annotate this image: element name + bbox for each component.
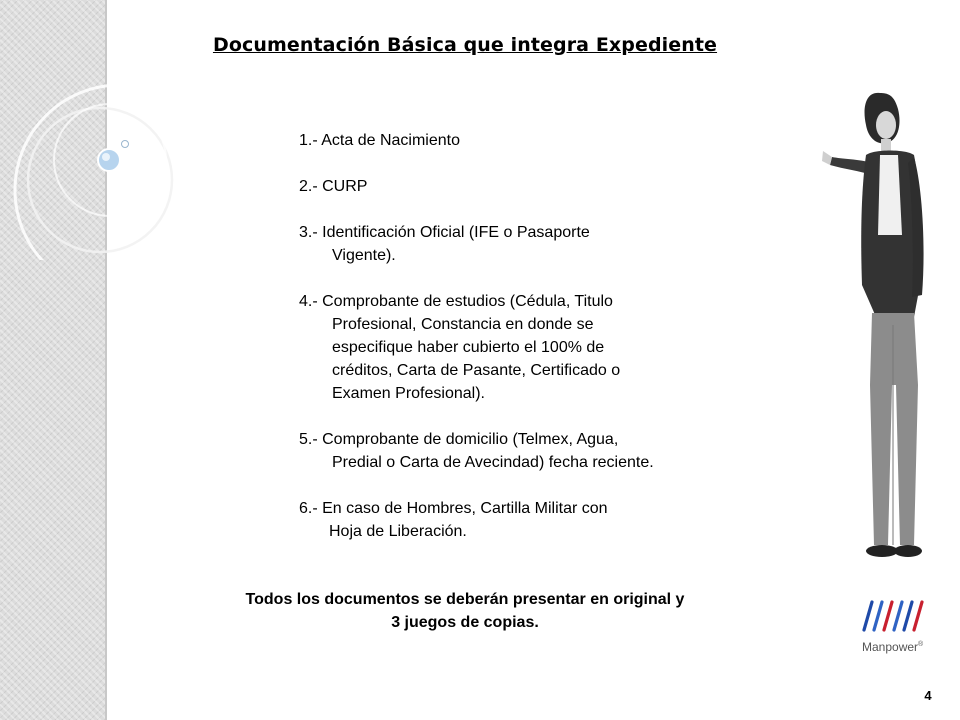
logo-stripe: [864, 602, 872, 630]
note-line: Todos los documentos se deberán presentar en original y: [245, 591, 685, 608]
list-item-line: créditos, Carta de Pasante, Certificado o: [332, 362, 621, 379]
logo-stripe: [914, 602, 922, 630]
document-list: [299, 129, 769, 566]
list-item-line: Predial o Carta de Avecindad) fecha reciente.: [332, 454, 654, 471]
list-item-line: 1.- Acta de Nacimiento: [299, 132, 460, 149]
manpower-logo: [858, 596, 938, 654]
presenter-woman-figure-icon: [818, 85, 943, 570]
list-item-identificacion: [299, 221, 769, 267]
trademark-symbol: ®: [918, 641, 924, 648]
page-number: 4: [924, 688, 932, 703]
manpower-logo-icon: [858, 596, 928, 636]
list-item-line: especifique haber cubierto el 100% de: [332, 339, 605, 356]
list-item-line: 6.- En caso de Hombres, Cartilla Militar con: [299, 500, 608, 517]
list-item-domicilio: [299, 428, 769, 474]
logo-stripe: [874, 602, 882, 630]
requirements-note: [175, 588, 755, 634]
logo-text: [858, 640, 938, 654]
list-item-line: Hoja de Liberación.: [329, 523, 467, 540]
slide-title: Documentación Básica que integra Expediente: [212, 34, 718, 56]
list-item-line: Examen Profesional).: [332, 385, 485, 402]
list-item-cartilla: [299, 497, 769, 543]
list-item-line: 5.- Comprobante de domicilio (Telmex, Agua,: [299, 431, 619, 448]
list-item-line: Vigente).: [332, 247, 396, 264]
list-item-line: 4.- Comprobante de estudios (Cédula, Titulo: [299, 293, 613, 310]
note-line: 3 juegos de copias.: [391, 614, 539, 631]
list-item-estudios: [299, 290, 769, 405]
list-item-line: 3.- Identificación Oficial (IFE o Pasaporte: [299, 224, 590, 241]
logo-stripe: [894, 602, 902, 630]
list-item-line: 2.- CURP: [299, 178, 368, 195]
logo-stripe: [884, 602, 892, 630]
list-item-acta: [299, 129, 769, 152]
list-item-line: Profesional, Constancia en donde se: [332, 316, 594, 333]
logo-stripe: [904, 602, 912, 630]
logo-wordmark: Manpower: [862, 640, 919, 654]
list-item-curp: [299, 175, 769, 198]
